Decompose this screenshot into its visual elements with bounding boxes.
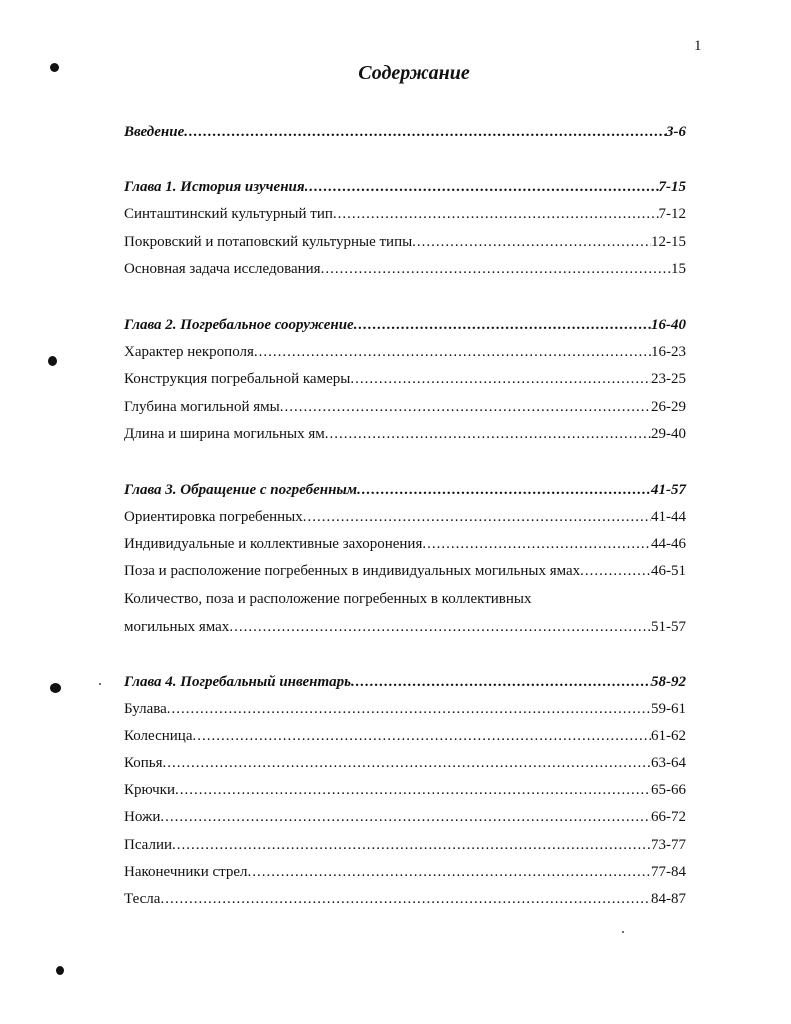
toc-leader-dots	[160, 807, 651, 827]
toc-entry-pages: 3-6	[666, 124, 686, 140]
toc-entry-label: Основная задача исследования	[124, 261, 321, 277]
toc-item	[124, 397, 686, 417]
scan-blot	[50, 683, 61, 693]
toc-item	[124, 534, 686, 554]
toc-item	[124, 424, 686, 444]
toc-leader-dots	[172, 835, 651, 855]
toc-entry-pages: 84-87	[651, 891, 686, 907]
toc-leader-dots	[192, 726, 651, 746]
toc-entry-pages: 29-40	[651, 426, 686, 442]
toc-entry-pages: 16-40	[651, 317, 686, 333]
toc-leader-dots	[325, 424, 651, 444]
toc-entry-pages: 23-25	[651, 371, 686, 387]
toc-leader-dots	[333, 204, 659, 224]
toc-entry-pages: 77-84	[651, 864, 686, 880]
toc-leader-dots	[303, 507, 651, 527]
toc-entry-pages: 15	[671, 261, 686, 277]
toc-item	[124, 780, 686, 800]
toc-entry-label: Псалии	[124, 837, 173, 853]
toc-item	[124, 369, 686, 389]
toc-entry-label: Поза и расположение погребенных в индивидуальных могильных ямах	[124, 563, 581, 579]
toc-entry-label: Глава 3. Обращение с погребенным	[124, 482, 358, 498]
toc-chapter-3	[124, 480, 686, 500]
toc-leader-dots	[175, 780, 651, 800]
toc-entry-label: Ориентировка погребенных	[124, 509, 303, 525]
scan-speck	[622, 931, 624, 933]
toc-item	[124, 835, 686, 855]
toc-item	[124, 204, 686, 224]
toc-chapter-4	[124, 672, 686, 692]
toc-leader-dots	[321, 259, 671, 279]
toc-entry-pages: 7-15	[658, 179, 686, 195]
toc-entry-label: Наконечники стрел	[124, 864, 248, 880]
toc-entry-label: Глава 2. Погребальное сооружение	[124, 317, 354, 333]
toc-entry-pages: 63-64	[651, 755, 686, 771]
toc-item	[124, 699, 686, 719]
toc-chapter-2	[124, 315, 686, 335]
toc-entry-pages: 66-72	[651, 809, 686, 825]
toc-item	[124, 507, 686, 527]
toc-item	[124, 889, 686, 909]
toc-leader-dots	[167, 699, 651, 719]
toc-leader-dots	[229, 617, 651, 637]
toc-item	[124, 726, 686, 746]
toc-item	[124, 807, 686, 827]
toc-leader-dots	[357, 480, 651, 500]
toc-entry-pages: 46-51	[651, 563, 686, 579]
toc-entry-label: Введение	[124, 124, 185, 140]
toc-entry-pages: 51-57	[651, 619, 686, 635]
toc-chapter-1	[124, 177, 686, 197]
toc-entry-label: Копья	[124, 755, 163, 771]
toc-entry-label: Глава 4. Погребальный инвентарь	[124, 674, 352, 690]
toc-item	[124, 342, 686, 362]
scan-blot	[50, 63, 59, 72]
toc-item	[124, 753, 686, 773]
toc-leader-dots	[160, 889, 651, 909]
toc-entry-label: Колесница	[124, 728, 193, 744]
toc-leader-dots	[580, 561, 651, 581]
toc-leader-dots	[351, 672, 651, 692]
toc-entry-label: Индивидуальные и коллективные захоронения	[124, 536, 423, 552]
toc-entry-pages: 41-57	[651, 482, 686, 498]
toc-entry-pages: 58-92	[651, 674, 686, 690]
toc-entry-pages: 41-44	[651, 509, 686, 525]
toc-entry-pages: 61-62	[651, 728, 686, 744]
toc-entry-pages: 16-23	[651, 344, 686, 360]
toc-entry-label: могильных ямах	[124, 619, 230, 635]
page-number: 1	[694, 38, 702, 54]
toc-leader-dots	[354, 315, 651, 335]
toc-entry-pages: 73-77	[651, 837, 686, 853]
scan-speck	[99, 683, 101, 685]
toc-entry-pages: 26-29	[651, 399, 686, 415]
toc-entry-label: Глава 1. История изучения	[124, 179, 305, 195]
toc-entry-pages: 65-66	[651, 782, 686, 798]
page-title: Содержание	[358, 62, 470, 84]
toc-entry-label: Длина и ширина могильных ям	[124, 426, 325, 442]
toc-entry-introduction	[124, 122, 686, 142]
toc-entry-label: Булава	[124, 701, 167, 717]
toc-entry-label: Покровский и потаповский культурные типы	[124, 234, 413, 250]
toc-item	[124, 232, 686, 252]
toc-leader-dots	[248, 862, 651, 882]
toc-entry-pages: 59-61	[651, 701, 686, 717]
toc-leader-dots	[422, 534, 651, 554]
scan-blot	[48, 356, 57, 366]
toc-item	[124, 617, 686, 637]
toc-item-line1: Количество, поза и расположение погребенных в коллективных	[124, 591, 532, 607]
toc-entry-pages: 12-15	[651, 234, 686, 250]
toc-leader-dots	[350, 369, 651, 389]
toc-item	[124, 561, 686, 581]
toc-leader-dots	[254, 342, 651, 362]
toc-leader-dots	[412, 232, 651, 252]
toc-leader-dots	[280, 397, 651, 417]
toc-item	[124, 862, 686, 882]
toc-entry-label: Конструкция погребальной камеры	[124, 371, 351, 387]
scan-blot	[56, 966, 64, 975]
toc-entry-label: Синташтинский культурный тип	[124, 206, 333, 222]
toc-leader-dots	[184, 122, 666, 142]
toc-entry-pages: 7-12	[658, 206, 686, 222]
toc-item	[124, 259, 686, 279]
toc-entry-label: Характер некрополя	[124, 344, 254, 360]
toc-entry-pages: 44-46	[651, 536, 686, 552]
toc-entry-label: Ножи	[124, 809, 161, 825]
toc-leader-dots	[305, 177, 659, 197]
toc-entry-label: Тесла	[124, 891, 161, 907]
toc-leader-dots	[163, 753, 651, 773]
toc-entry-label: Глубина могильной ямы	[124, 399, 280, 415]
toc-entry-label: Крючки	[124, 782, 175, 798]
